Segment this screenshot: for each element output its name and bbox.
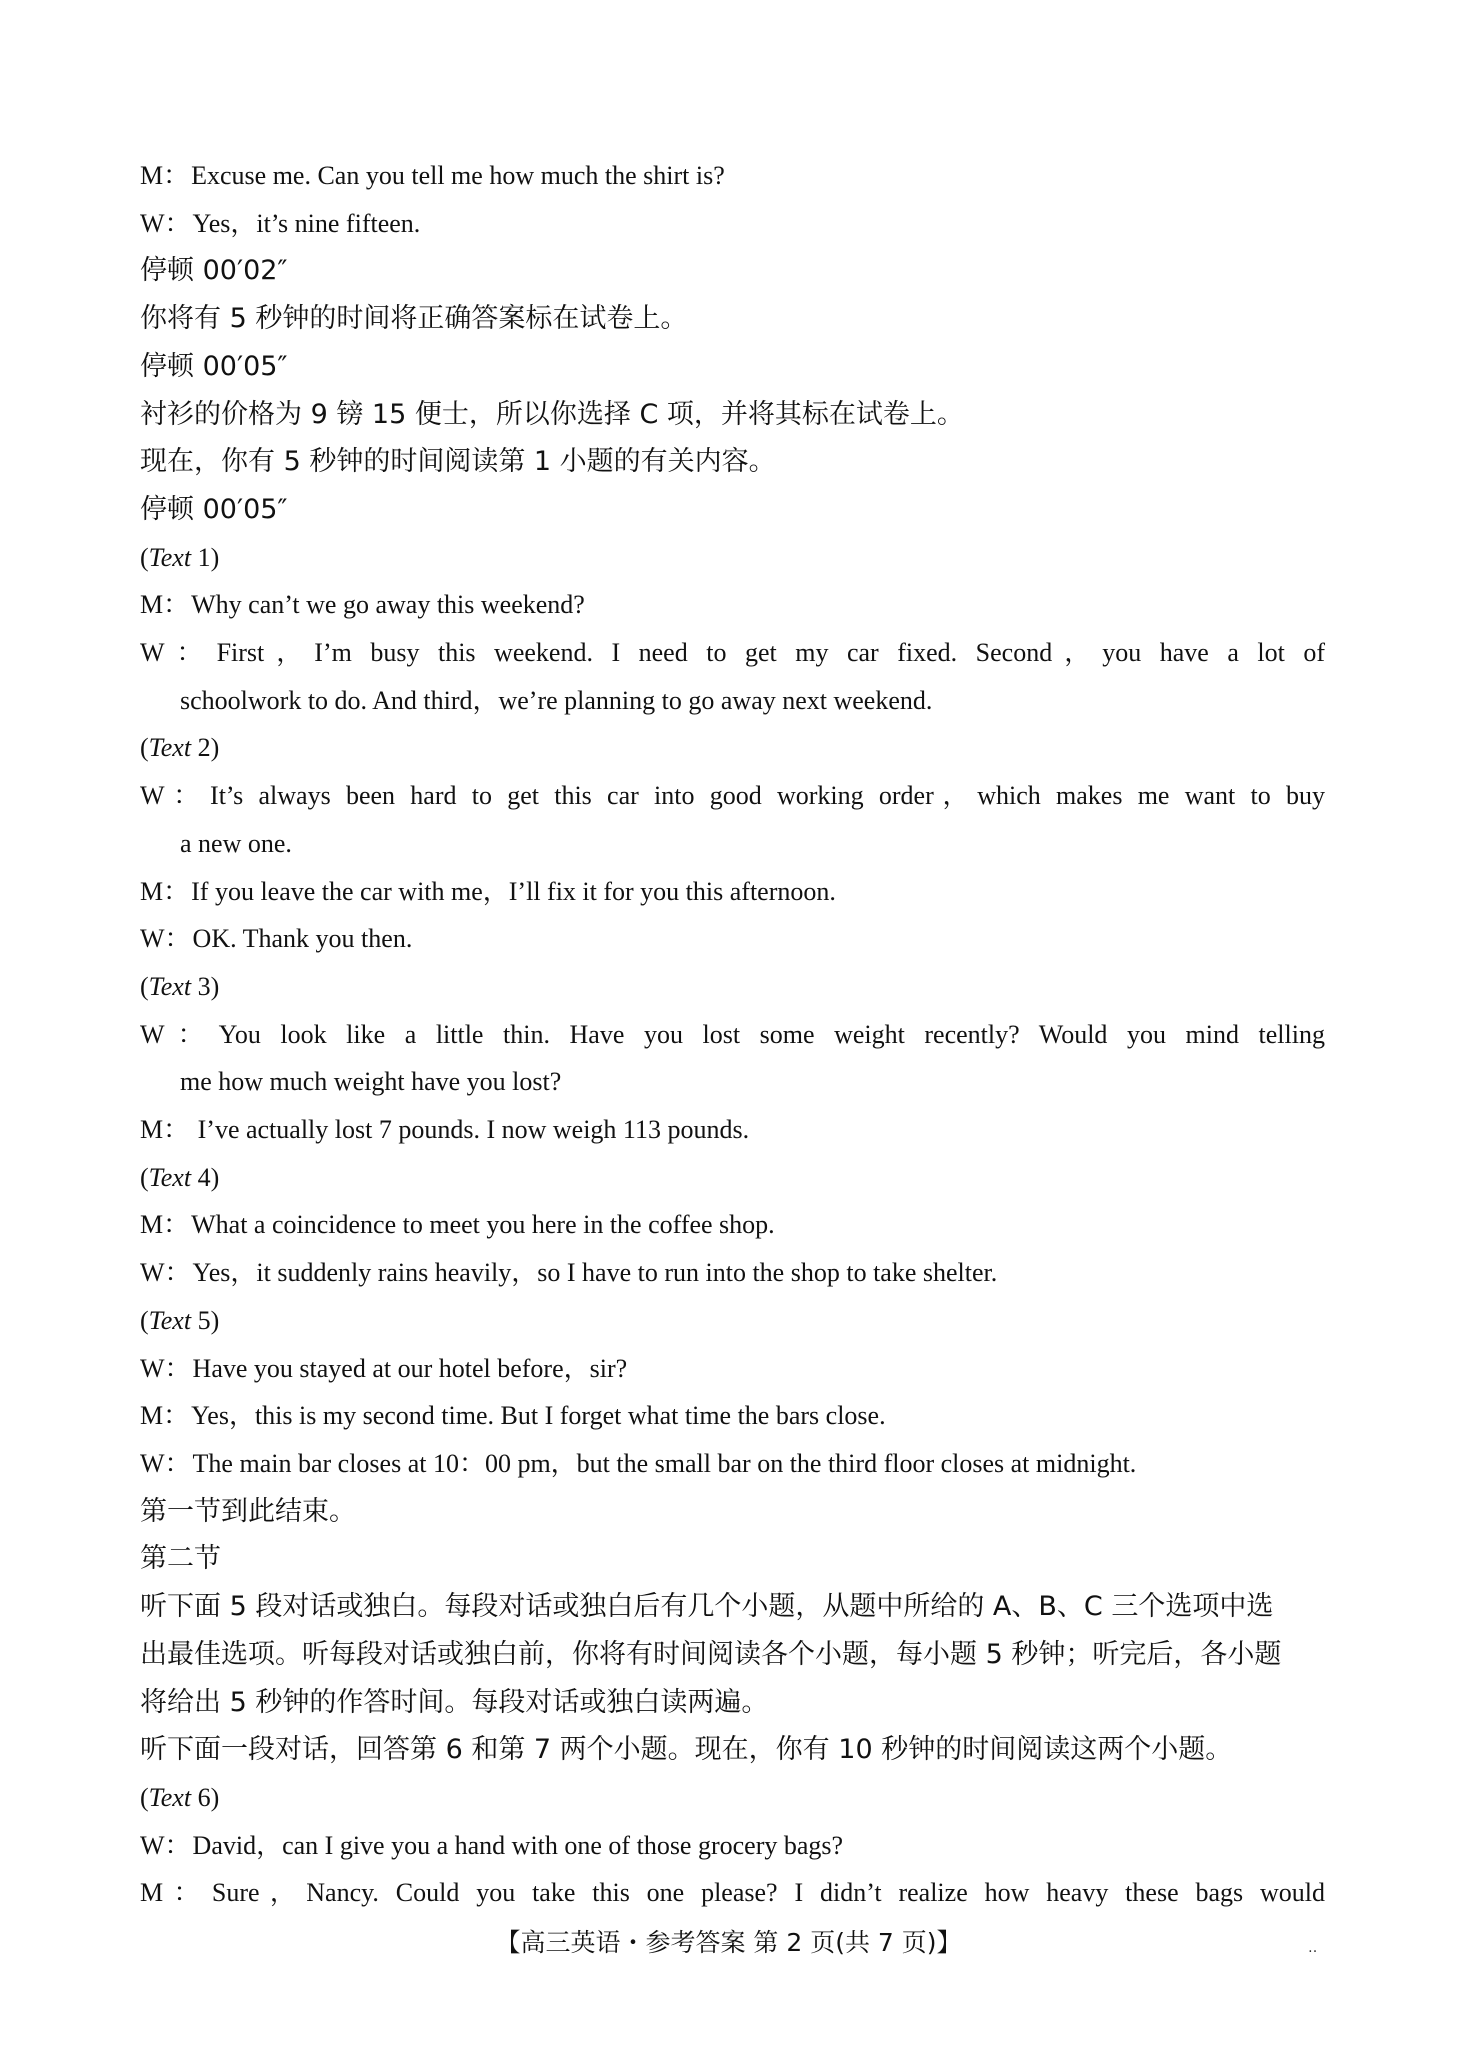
- instruction-line: 你将有 5 秒钟的时间将正确答案标在试卷上。: [140, 303, 688, 335]
- text-section-label: (Text 4): [140, 1162, 220, 1192]
- text-section-label: (Text 6): [140, 1782, 220, 1812]
- line-text: If you leave the car with me，I’ll fix it for you this afternoon.: [191, 876, 836, 906]
- instruction-line: 听下面 5 段对话或独白。每段对话或独白后有几个小题，从题中所给的 A、B、C 三个选项中选: [140, 1591, 1274, 1623]
- instruction-line: 衬衫的价格为 9 镑 15 便士，所以你选择 C 项，并将其标在试卷上。: [140, 398, 964, 430]
- speaker-label: W：: [140, 1830, 191, 1860]
- speaker-label: M：: [140, 1401, 190, 1431]
- dialogue-line: [140, 1106, 1325, 1154]
- line-text: Yes，it’s nine fifteen.: [192, 208, 421, 238]
- line-text: You look like a little thin. Have you lost some weight recently? Would you mind telling: [218, 1019, 1325, 1049]
- line-text: Why can’t we go away this weekend?: [191, 590, 585, 620]
- line-text: Have you stayed at our hotel before，sir?: [192, 1353, 628, 1383]
- line-text: It’s always been hard to get this car into good working order，which makes me want to buy: [210, 781, 1325, 811]
- speaker-label: W：: [140, 208, 191, 238]
- instruction-line: 听下面一段对话，回答第 6 和第 7 两个小题。现在，你有 10 秒钟的时间阅读这两个小题。: [140, 1734, 1233, 1766]
- pause-note: 停顿 00′05″: [140, 350, 288, 382]
- text-label-number: 5: [197, 1305, 211, 1335]
- speaker-label: M：: [140, 1878, 210, 1908]
- text-label-word: Text: [148, 1162, 192, 1192]
- line-text: What a coincidence to meet you here in the coffee shop.: [191, 1210, 775, 1240]
- dialogue-line: [140, 868, 1325, 916]
- speaker-label: W：: [140, 1353, 191, 1383]
- dialogue-line: [140, 1249, 1325, 1297]
- speaker-label: W：: [140, 781, 209, 811]
- dialogue-line: [140, 1440, 1325, 1488]
- speaker-label: W：: [140, 638, 215, 668]
- text-label-number: 6: [197, 1782, 211, 1812]
- speaker-label: W：: [140, 1258, 191, 1288]
- dialogue-line: [140, 629, 1325, 677]
- dialogue-line: [140, 915, 1325, 963]
- line-text: Yes，it suddenly rains heavily，so I have to run into the shop to take shelter.: [192, 1258, 998, 1288]
- speaker-label: W：: [140, 1448, 191, 1478]
- text-label-word: Text: [148, 1305, 192, 1335]
- dialogue-line: [140, 1011, 1325, 1059]
- dialogue-line: [140, 1392, 1325, 1440]
- instruction-line: 现在，你有 5 秒钟的时间阅读第 1 小题的有关内容。: [140, 446, 776, 478]
- text-label-word: Text: [148, 1782, 192, 1812]
- line-text: OK. Thank you then.: [192, 924, 413, 954]
- speaker-label: M：: [140, 161, 190, 190]
- line-text: Yes，this is my second time. But I forget what time the bars close.: [191, 1401, 886, 1431]
- dialogue-line: [140, 1869, 1325, 1917]
- speaker-label: M：: [140, 876, 190, 906]
- text-label-word: Text: [148, 733, 192, 763]
- section-heading: 第二节: [140, 1543, 221, 1575]
- dialogue-continuation: me how much weight have you lost?: [180, 1067, 562, 1097]
- text-label-word: Text: [148, 971, 192, 1001]
- line-text: The main bar closes at 10：00 pm，but the small bar on the third floor closes at midnight.: [192, 1448, 1137, 1478]
- speaker-label: M：: [140, 1115, 190, 1145]
- text-label-number: 2: [197, 733, 211, 763]
- dialogue-line: [140, 581, 1325, 629]
- line-text: Excuse me. Can you tell me how much the shirt is?: [191, 161, 725, 190]
- text-label-number: 4: [197, 1162, 211, 1192]
- speaker-label: W：: [140, 924, 191, 954]
- dialogue-line: [140, 152, 1325, 200]
- pause-note: 停顿 00′02″: [140, 255, 288, 287]
- dialogue-line: [140, 200, 1325, 248]
- line-text: Sure，Nancy. Could you take this one please? I didn’t realize how heavy these bags would: [211, 1878, 1325, 1908]
- dialogue-line: [140, 1345, 1325, 1393]
- corner-mark: ‥: [1308, 1940, 1318, 1956]
- page-footer: 【高三英语・参考答案 第 2 页(共 7 页)】: [495, 1928, 962, 1957]
- text-section-label: (Text 2): [140, 733, 220, 763]
- text-label-number: 1: [197, 542, 211, 572]
- line-text: David，can I give you a hand with one of those grocery bags?: [192, 1830, 844, 1860]
- instruction-line: 将给出 5 秒钟的作答时间。每段对话或独白读两遍。: [140, 1686, 769, 1718]
- text-section-label: (Text 1): [140, 542, 220, 572]
- speaker-label: W：: [140, 1019, 217, 1049]
- dialogue-line: [140, 1201, 1325, 1249]
- dialogue-continuation: a new one.: [180, 828, 292, 858]
- dialogue-line: [140, 1822, 1325, 1870]
- text-label-number: 3: [197, 971, 211, 1001]
- dialogue-continuation: schoolwork to do. And third，we’re planning to go away next weekend.: [180, 685, 933, 715]
- speaker-label: M：: [140, 590, 190, 620]
- text-section-label: (Text 3): [140, 971, 220, 1001]
- transcript-body: [140, 152, 1325, 1917]
- line-text: I’ve actually lost 7 pounds. I now weigh 113 pounds.: [191, 1115, 750, 1145]
- text-section-label: (Text 5): [140, 1305, 220, 1335]
- pause-note: 停顿 00′05″: [140, 493, 288, 525]
- speaker-label: M：: [140, 1210, 190, 1240]
- instruction-line: 出最佳选项。听每段对话或独白前，你将有时间阅读各个小题，每小题 5 秒钟；听完后，各小题: [140, 1638, 1282, 1670]
- dialogue-line: [140, 772, 1325, 820]
- line-text: First，I’m busy this weekend. I need to get my car fixed. Second，you have a lot of: [216, 638, 1325, 668]
- section-end-note: 第一节到此结束。: [140, 1495, 356, 1527]
- text-label-word: Text: [148, 542, 192, 572]
